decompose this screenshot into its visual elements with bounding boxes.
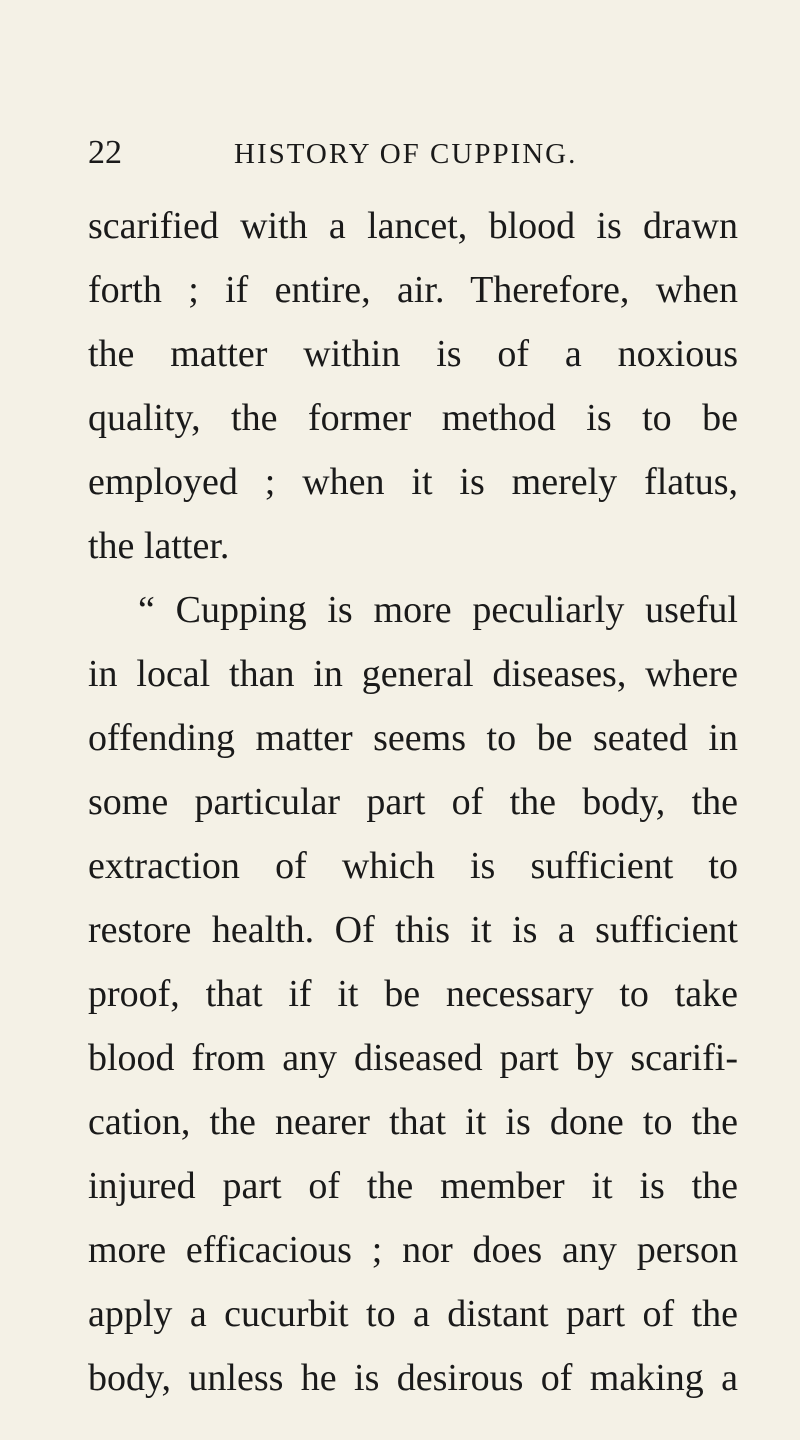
- text-line: in local than in general diseases, where: [88, 653, 738, 695]
- text-line: blood from any diseased part by scarifi-: [88, 1037, 738, 1079]
- text-line: offending matter seems to be seated in: [88, 717, 738, 759]
- text-line: some particular part of the body, the: [88, 781, 738, 823]
- running-head: [88, 134, 748, 174]
- text-line: apply a cucurbit to a distant part of the: [88, 1293, 738, 1335]
- text-line: “ Cupping is more peculiarly useful: [138, 589, 738, 631]
- text-line: the latter.: [88, 525, 230, 567]
- text-line: restore health. Of this it is a sufficient: [88, 909, 738, 951]
- text-line: injured part of the member it is the: [88, 1165, 738, 1207]
- text-line: extraction of which is sufficient to: [88, 845, 738, 887]
- page-number: 22: [88, 134, 122, 171]
- running-title: HISTORY OF CUPPING.: [234, 138, 578, 170]
- text-line: proof, that if it be necessary to take: [88, 973, 738, 1015]
- body-text: [88, 194, 738, 1410]
- text-line: quality, the former method is to be: [88, 397, 738, 439]
- text-line: forth ; if entire, air. Therefore, when: [88, 269, 738, 311]
- text-line: the matter within is of a noxious: [88, 333, 738, 375]
- text-line: scarified with a lancet, blood is drawn: [88, 205, 738, 247]
- text-line: body, unless he is desirous of making a: [88, 1357, 738, 1399]
- text-line: cation, the nearer that it is done to the: [88, 1101, 738, 1143]
- text-line: employed ; when it is merely flatus,: [88, 461, 738, 503]
- text-line: more efficacious ; nor does any person: [88, 1229, 738, 1271]
